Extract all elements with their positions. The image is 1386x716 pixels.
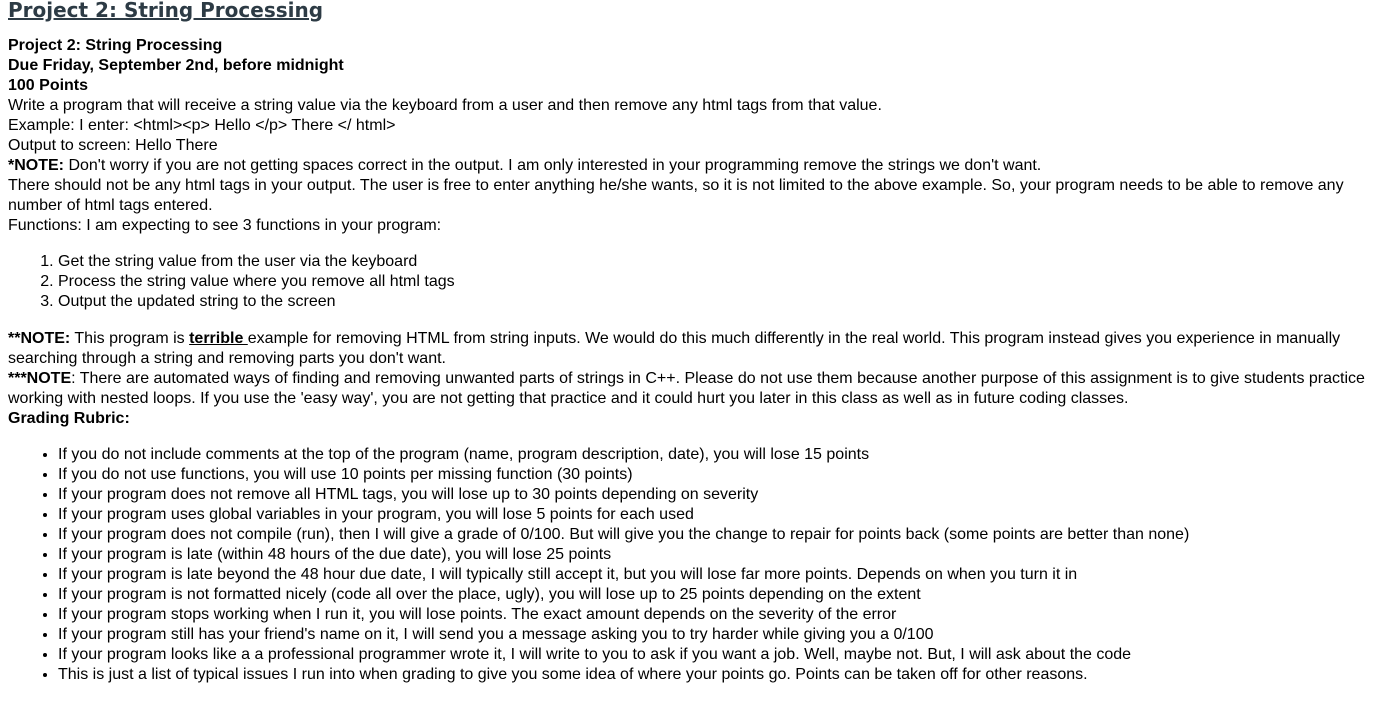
note-1 [8, 156, 1378, 176]
rubric-heading: Grading Rubric: [8, 410, 130, 427]
example-output: Output to screen: Hello There [8, 137, 218, 154]
note-1-prefix: *NOTE: [8, 157, 64, 174]
note-2-before: This program is [70, 330, 190, 347]
note-2-emphasis: terrible [189, 330, 248, 347]
assignment-body [8, 36, 1378, 685]
rubric-item: • If you do not use functions, you will use 10 points per missing function (30 points) [58, 465, 1378, 485]
rubric-item: • If your program is not formatted nicely (code all over the place, ugly), you will lose up to 25 points depending on the extent [58, 585, 1378, 605]
function-item: 3. Output the updated string to the screen [58, 292, 1378, 312]
note-1-text: Don't worry if you are not getting spaces correct in the output. I am only interested in your programming remove the strings we don't want. [64, 157, 1042, 174]
note-2-after: example for removing HTML from string inputs. We would do this much differently in the real world. This program instead gives you experience in manually searching through a string and removing parts you don't want. [8, 330, 1341, 367]
note-3 [8, 369, 1378, 409]
points-total: 100 Points [8, 77, 89, 94]
rubric-item: • If your program uses global variables in your program, you will lose 5 points for each used [58, 505, 1378, 525]
rubric-item: • If your program still has your friend's name on it, I will send you a message asking you to try harder while giving you a 0/100 [58, 625, 1378, 645]
note-3-text: : There are automated ways of finding and removing unwanted parts of strings in C++. Please do not use them because another purpose of this assignment is to give students practice working with nested loops. If you use the 'easy way', you are not getting that practice and it could hurt you later in this class as well as in future coding classes. [8, 370, 1365, 407]
rubric-item: • If your program does not compile (run), then I will give a grade of 0/100. But will give you the change to repair for points back (some points are better than none) [58, 525, 1378, 545]
note-3-prefix: ***NOTE [8, 370, 72, 387]
page-title: Project 2: String Processing [8, 0, 324, 22]
no-tags-text: There should not be any html tags in your output. The user is free to enter anything he/she wants, so it is not limited to the above example. So, your program needs to be able to remove any number of html tags entered. [8, 177, 1344, 214]
rubric-list [8, 445, 1378, 685]
rubric-item: • If your program stops working when I run it, you will lose points. The exact amount depends on the severity of the error [58, 605, 1378, 625]
note-2 [8, 329, 1378, 369]
description-text: Write a program that will receive a string value via the keyboard from a user and then remove any html tags from that value. [8, 97, 882, 114]
rubric-item: • If your program is late beyond the 48 hour due date, I will typically still accept it, but you will lose far more points. Depends on when you turn it in [58, 565, 1378, 585]
due-date: Due Friday, September 2nd, before midnight [8, 57, 344, 74]
function-item: 1. Get the string value from the user via the keyboard [58, 252, 1378, 272]
note-2-prefix: **NOTE: [8, 330, 71, 347]
function-item: 2. Process the string value where you remove all html tags [58, 272, 1378, 292]
rubric-item: • If you do not include comments at the top of the program (name, program description, date), you will lose 15 points [58, 445, 1378, 465]
project-title: Project 2: String Processing [8, 37, 223, 54]
rubric-item: • If your program looks like a a professional programmer wrote it, I will write to you to ask if you want a job. Well, maybe not. But, I will ask about the code [58, 645, 1378, 665]
rubric-item: • If your program does not remove all HTML tags, you will lose up to 30 points depending on severity [58, 485, 1378, 505]
functions-list [8, 252, 1378, 312]
rubric-item: • This is just a list of typical issues I run into when grading to give you some idea of where your points go. Points can be taken off for other reasons. [58, 665, 1378, 685]
example-input: Example: I enter: <html><p> Hello </p> There </ html> [8, 117, 396, 134]
rubric-item: • If your program is late (within 48 hours of the due date), you will lose 25 points [58, 545, 1378, 565]
functions-intro: Functions: I am expecting to see 3 functions in your program: [8, 217, 442, 234]
